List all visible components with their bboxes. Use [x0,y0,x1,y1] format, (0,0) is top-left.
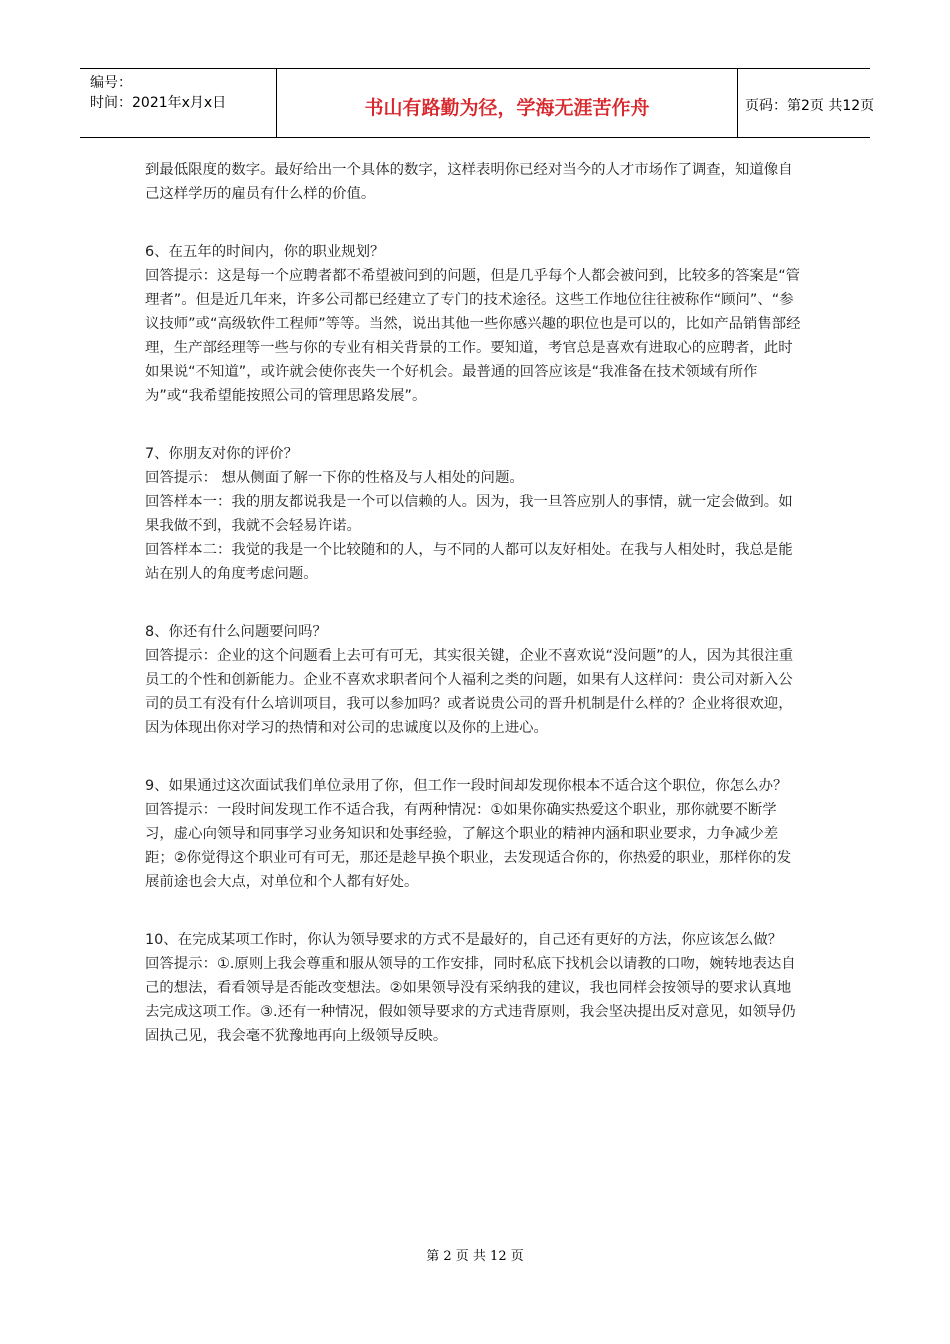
question-heading: 8、你还有什么问题要问吗？ [145,624,327,640]
paragraph: 回答提示： 想从侧面了解一下你的性格及与人相处的问题。 [145,470,524,486]
paragraph-spacer [145,894,805,928]
paragraph: 回答提示：①.原则上我会尊重和服从领导的工作安排，同时私底下找机会以请教的口吻，婉转地表达自己的想法，看看领导是否能改变想法。②如果领导没有采纳我的建议，我也同样会按领导的要求认真地去完成这项工作。③.还有一种情况，假如领导要求的方式违背原则，我会坚决提出反对意见，如领导仍固执己见，我会毫不犹豫地再向上级领导反映。 [145,956,796,1044]
paragraph: 到最低限度的数字。最好给出一个具体的数字，这样表明你已经对当今的人才市场作了调查，知道像自己这样学历的雇员有什么样的价值。 [145,162,793,202]
serial-number-label: 编号： [90,75,132,91]
paragraph: 回答提示：这是每一个应聘者都不希望被问到的问题，但是几乎每个人都会被问到，比较多的答案是“管理者”。但是近几年来，许多公司都已经建立了专门的技术途径。这些工作地位往往被称作“顾问”、“参议技师”或“高级软件工程师”等等。当然，说出其他一些你感兴趣的职位也是可以的，比如产品销售部经理，生产部经理等一些与你的专业有相关背景的工作。要知道，考官总是喜欢有进取心的应聘者，此时如果说“不知道”，或许就会使你丧失一个好机会。最普通的回答应该是“我准备在技术领域有所作为”或“我希望能按照公司的管理思路发展”。 [145,268,801,404]
question-heading: 7、你朋友对你的评价？ [145,446,299,462]
paragraph-spacer [145,206,805,240]
paragraph: 回答提示：一段时间发现工作不适合我，有两种情况：①如果你确实热爱这个职业，那你就要不断学习，虚心向领导和同事学习业务知识和处事经验，了解这个职业的精神内涵和职业要求，力争减少差距；②你觉得这个职业可有可无，那还是趁早换个职业，去发现适合你的，你热爱的职业，那样你的发展前途也会大点，对单位和个人都有好处。 [145,802,792,890]
question-heading: 10、在完成某项工作时，你认为领导要求的方式不是最好的，自己还有更好的方法，你应该怎么做？ [145,932,783,948]
document-body [145,158,805,1048]
page-header [80,68,875,138]
header-page-info: 页码：第2页 共12页 [745,98,875,114]
question-heading: 9、如果通过这次面试我们单位录用了你，但工作一段时间却发现你根本不适合这个职位，你怎么办？ [145,778,788,794]
paragraph-spacer [145,586,805,620]
paragraph-spacer [145,408,805,442]
header-motto-cell [276,69,738,137]
date-line: 时间：2021年x月x日 [90,95,227,111]
header-page-cell [737,69,875,137]
paragraph: 回答样本二：我觉的我是一个比较随和的人，与不同的人都可以友好相处。在我与人相处时，我总是能站在别人的角度考虑问题。 [145,542,793,582]
question-heading: 6、在五年的时间内，你的职业规划？ [145,244,385,260]
page-footer: 第 2 页 共 12 页 [426,1249,524,1264]
paragraph-spacer [145,740,805,774]
motto-text: 书山有路勤为径，学海无涯苦作舟 [364,97,650,119]
paragraph: 回答样本一：我的朋友都说我是一个可以信赖的人。因为，我一旦答应别人的事情，就一定会做到。如果我做不到，我就不会轻易许诺。 [145,494,793,534]
paragraph: 回答提示：企业的这个问题看上去可有可无，其实很关键，企业不喜欢说“没问题”的人，因为其很注重员工的个性和创新能力。企业不喜欢求职者问个人福利之类的问题，如果有人这样问：贵公司对新入公司的员工有没有什么培训项目，我可以参加吗？或者说贵公司的晋升机制是什么样的？企业将很欢迎，因为体现出你对学习的热情和对公司的忠诚度以及你的上进心。 [145,648,794,736]
header-left-cell [80,69,276,137]
